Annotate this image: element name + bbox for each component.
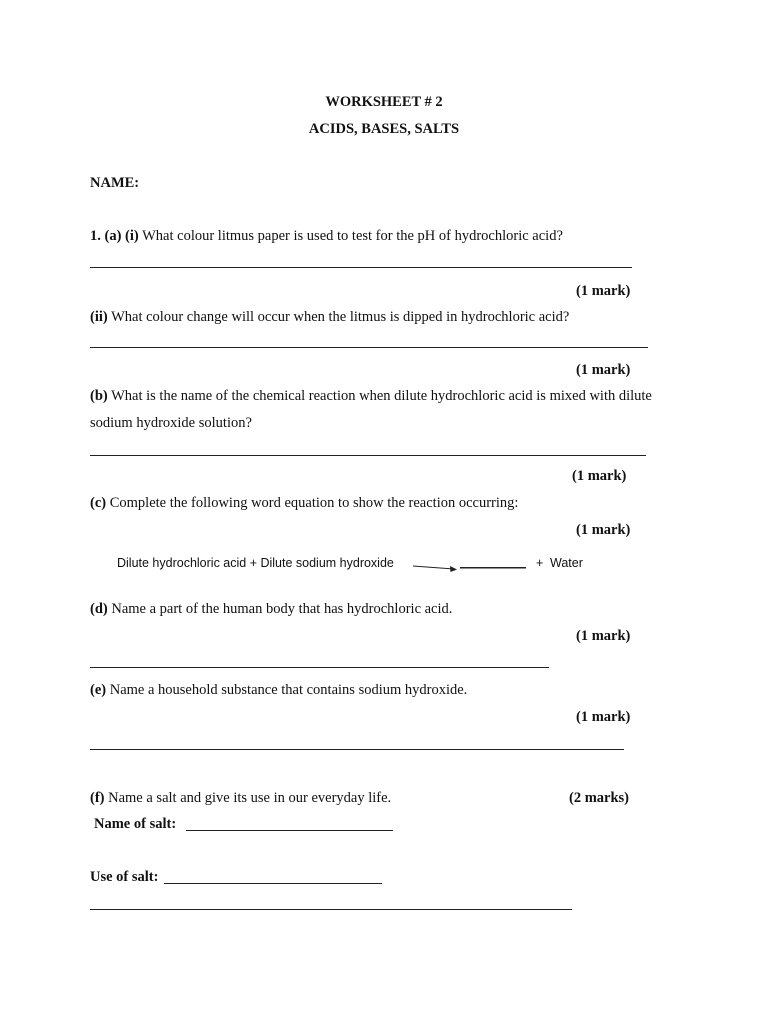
marks-1f: (2 marks) — [569, 790, 630, 806]
worksheet-subtitle: ACIDS, BASES, SALTS — [308, 121, 460, 137]
question-1d — [90, 601, 452, 618]
answer-line-1b[interactable] — [90, 455, 646, 456]
part-f-label: (f) — [90, 790, 105, 806]
part-a-label: (a) — [104, 228, 122, 244]
part-d-label: (d) — [90, 601, 108, 617]
marks-1d: (1 mark) — [576, 628, 631, 644]
subpart-ii-label: (ii) — [90, 309, 108, 325]
equation-answer-blank[interactable] — [460, 567, 526, 568]
answer-line-1a-i[interactable] — [90, 267, 632, 268]
question-1a-ii — [90, 309, 569, 326]
question-1c — [90, 495, 518, 512]
salt-use-answer-line-2[interactable] — [90, 909, 572, 910]
subpart-i-label: (i) — [125, 228, 139, 244]
equation-plus: + — [536, 556, 544, 570]
equation-product: Water — [550, 556, 583, 570]
name-label: NAME: — [90, 175, 140, 191]
salt-use-answer-line[interactable] — [164, 883, 382, 884]
question-1f-text: Name a salt and give its use in our everyday life. — [108, 790, 392, 806]
marks-1a-ii: (1 mark) — [576, 362, 631, 378]
question-1a-i-text: What colour litmus paper is used to test for the pH of hydrochloric acid? — [142, 228, 563, 244]
part-c-label: (c) — [90, 495, 107, 511]
question-1e-text: Name a household substance that contains sodium hydroxide. — [109, 682, 468, 698]
question-1c-text: Complete the following word equation to show the reaction occurring: — [109, 495, 519, 511]
salt-name-label: Name of salt: — [94, 816, 177, 832]
part-b-label: (b) — [90, 388, 108, 404]
question-1f — [90, 790, 391, 807]
marks-1e: (1 mark) — [576, 709, 631, 725]
question-1b-text-line2: sodium hydroxide solution? — [90, 415, 252, 431]
marks-1b: (1 mark) — [572, 468, 627, 484]
question-1e — [90, 682, 467, 699]
worksheet-title: WORKSHEET # 2 — [325, 94, 443, 110]
part-e-label: (e) — [90, 682, 107, 698]
question-number: 1. — [90, 228, 101, 244]
salt-name-answer-line[interactable] — [186, 830, 393, 831]
question-1a-ii-text: What colour change will occur when the litmus is dipped in hydrochloric acid? — [111, 309, 570, 325]
salt-use-label: Use of salt: — [90, 869, 159, 885]
answer-line-1a-ii[interactable] — [90, 347, 648, 348]
marks-1a-i: (1 mark) — [576, 283, 631, 299]
question-1b-text-line1: What is the name of the chemical reaction when dilute hydrochloric acid is mixed with dilute — [111, 388, 652, 404]
question-1a-i — [90, 228, 563, 245]
answer-line-1d[interactable] — [90, 667, 549, 668]
question-1b — [90, 388, 652, 405]
marks-1c: (1 mark) — [576, 522, 631, 538]
answer-line-1e[interactable] — [90, 749, 624, 750]
question-1d-text: Name a part of the human body that has hydrochloric acid. — [111, 601, 453, 617]
equation-reactants: Dilute hydrochloric acid + Dilute sodium hydroxide — [117, 556, 394, 570]
